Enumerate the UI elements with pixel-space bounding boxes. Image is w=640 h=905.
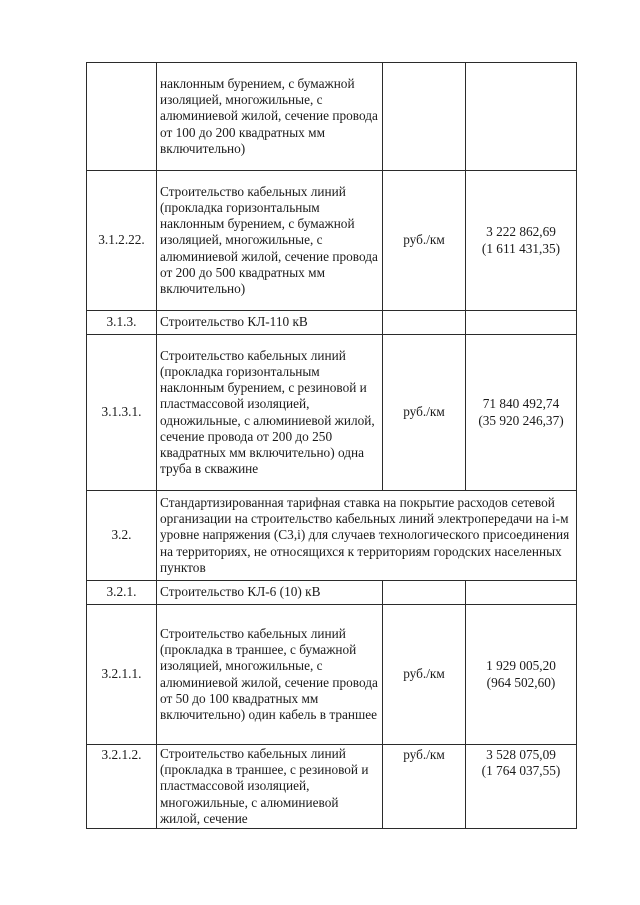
row-unit xyxy=(383,581,466,605)
row-unit: руб./км xyxy=(383,171,466,311)
value-main: 3 222 862,69 xyxy=(486,224,556,240)
row-description: Строительство КЛ-110 кВ xyxy=(157,311,383,335)
row-value xyxy=(466,335,577,491)
table-row xyxy=(87,491,577,581)
value-main: 3 528 075,09 xyxy=(486,747,556,762)
row-value xyxy=(466,63,577,171)
row-value xyxy=(466,605,577,745)
row-number: 3.2. xyxy=(87,491,157,581)
row-description: Строительство кабельных линий (прокладка горизонтальным наклонным бурением, с резиновой и пластмассовой изоляцией, одножильные, с алюминиевой жилой, сечение провода от 200 до 250 квадратных мм включительно) одна труба в скважине xyxy=(157,335,383,491)
value-secondary: (35 920 246,37) xyxy=(478,412,564,428)
row-number: 3.1.2.22. xyxy=(87,171,157,311)
table-row xyxy=(87,581,577,605)
row-unit xyxy=(383,311,466,335)
row-value xyxy=(466,171,577,311)
row-value xyxy=(466,745,577,829)
table-row xyxy=(87,605,577,745)
table-row xyxy=(87,311,577,335)
row-number xyxy=(87,63,157,171)
section-heading: Стандартизированная тарифная ставка на покрытие расходов сетевой организации на строительство кабельных линий электропередачи на i-м уровне напряжения (С3,i) для случаев технологического присоединения на территориях, не относящихся к территориям городских населенных пунктов xyxy=(157,491,577,581)
table-row xyxy=(87,63,577,171)
value-secondary: (1 764 037,55) xyxy=(481,763,561,779)
row-number: 3.2.1. xyxy=(87,581,157,605)
row-number: 3.1.3.1. xyxy=(87,335,157,491)
row-number: 3.1.3. xyxy=(87,311,157,335)
row-description: Строительство кабельных линий (прокладка горизонтальным наклонным бурением, с бумажной изоляцией, многожильные, с алюминиевой жилой, сечение провода от 200 до 500 квадратных мм включительно) xyxy=(157,171,383,311)
row-description: Строительство КЛ-6 (10) кВ xyxy=(157,581,383,605)
row-unit xyxy=(383,63,466,171)
row-value xyxy=(466,311,577,335)
row-unit: руб./км xyxy=(383,605,466,745)
table-row xyxy=(87,171,577,311)
row-number: 3.2.1.2. xyxy=(87,745,157,829)
row-number: 3.2.1.1. xyxy=(87,605,157,745)
value-main: 1 929 005,20 xyxy=(486,658,556,674)
row-description: наклонным бурением, с бумажной изоляцией, многожильные, с алюминиевой жилой, сечение провода от 100 до 200 квадратных мм включительно) xyxy=(157,63,383,171)
row-unit: руб./км xyxy=(383,745,466,829)
row-unit: руб./км xyxy=(383,335,466,491)
value-secondary: (964 502,60) xyxy=(486,674,556,690)
table-row xyxy=(87,745,577,829)
row-value xyxy=(466,581,577,605)
row-description: Строительство кабельных линий (прокладка в траншее, с резиновой и пластмассовой изоляцией, многожильные, с алюминиевой жилой, сечение xyxy=(157,745,383,829)
value-secondary: (1 611 431,35) xyxy=(481,240,561,256)
tariff-table xyxy=(86,62,577,829)
table-row xyxy=(87,335,577,491)
row-description: Строительство кабельных линий (прокладка в траншее, с бумажной изоляцией, многожильные, с алюминиевой жилой, сечение провода от 50 до 100 квадратных мм включительно) один кабель в траншее xyxy=(157,605,383,745)
value-main: 71 840 492,74 xyxy=(482,396,560,412)
